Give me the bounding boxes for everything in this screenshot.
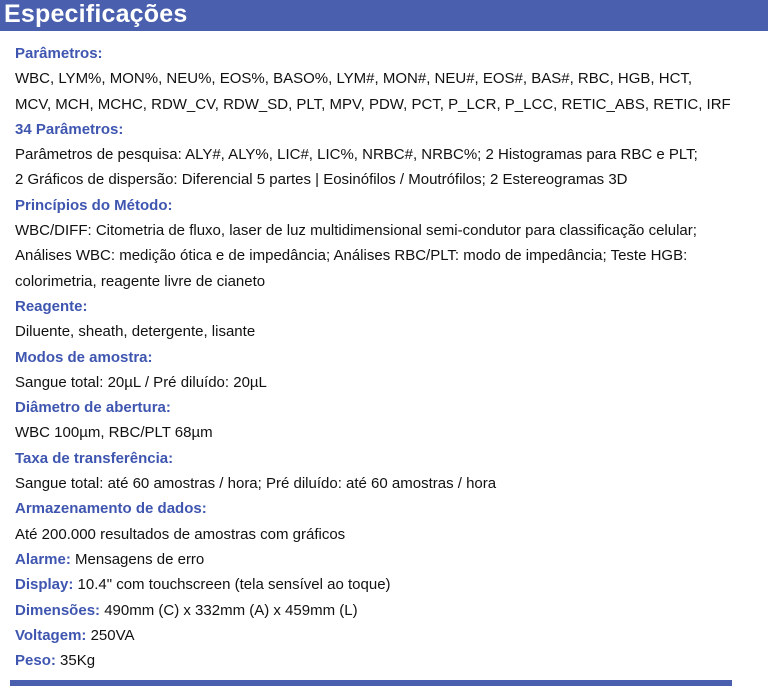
header-bar	[0, 0, 768, 31]
spec-line: Análises WBC: medição ótica e de impedância; Análises RBC/PLT: modo de impedância; Teste HGB:	[15, 247, 688, 265]
section-label: Reagente:	[15, 297, 88, 315]
spec-line: Diluente, sheath, detergente, lisante	[15, 323, 256, 341]
spec-line: Sangue total: até 60 amostras / hora; Pré diluído: até 60 amostras / hora	[15, 475, 497, 493]
footer-divider	[10, 680, 732, 686]
spec-dimensoes	[15, 598, 765, 623]
spec-line: WBC, LYM%, MON%, NEU%, EOS%, BASO%, LYM#, MON#, NEU#, EOS#, BAS#, RBC, HGB, HCT,	[15, 70, 693, 88]
section-heading-taxa	[15, 446, 765, 471]
section-label: Modos de amostra:	[15, 348, 153, 366]
spec-display	[15, 572, 765, 597]
page-title: Especificações	[4, 0, 188, 28]
spec-value: 490mm (C) x 332mm (A) x 459mm (L)	[100, 601, 358, 619]
spec-peso	[15, 648, 765, 673]
spec-line: WBC/DIFF: Citometria de fluxo, laser de luz multidimensional semi-condutor para classificação celular;	[15, 222, 697, 240]
spec-label: Dimensões:	[15, 601, 101, 619]
section-heading-modos-amostra	[15, 345, 765, 370]
spec-voltagem	[15, 623, 765, 648]
spec-value: 250VA	[86, 626, 135, 644]
section-heading-reagente	[15, 294, 765, 319]
section-label: Taxa de transferência:	[15, 449, 174, 467]
section-label: 34 Parâmetros:	[15, 120, 124, 138]
spec-label: Voltagem:	[15, 626, 87, 644]
spec-content	[15, 41, 765, 673]
spec-value: 10.4" com touchscreen (tela sensível ao toque)	[73, 576, 391, 594]
spec-value: 35Kg	[55, 652, 96, 670]
section-label: Parâmetros:	[15, 45, 103, 62]
section-heading-principios	[15, 193, 765, 218]
spec-line: Até 200.000 resultados de amostras com gráficos	[15, 525, 346, 543]
spec-value: Mensagens de erro	[70, 550, 205, 568]
spec-line: MCV, MCH, MCHC, RDW_CV, RDW_SD, PLT, MPV, PDW, PCT, P_LCR, P_LCC, RETIC_ABS, RETIC, IRF	[15, 95, 731, 113]
section-heading-diametro	[15, 395, 765, 420]
spec-line: Sangue total: 20µL / Pré diluído: 20µL	[15, 373, 267, 391]
spec-line: WBC 100µm, RBC/PLT 68µm	[15, 424, 213, 442]
spec-label: Alarme:	[15, 550, 71, 568]
spec-label: Display:	[15, 576, 74, 594]
section-label: Armazenamento de dados:	[15, 500, 207, 518]
section-label: Diâmetro de abertura:	[15, 399, 171, 417]
section-heading-34-parametros	[15, 117, 765, 142]
section-heading-armazenamento	[15, 496, 765, 521]
spec-line: Parâmetros de pesquisa: ALY#, ALY%, LIC#, LIC%, NRBC#, NRBC%; 2 Histogramas para RBC e PLT;	[15, 146, 698, 164]
spec-line: 2 Gráficos de dispersão: Diferencial 5 partes | Eosinófilos / Moutrófilos; 2 Estereogramas 3D	[15, 171, 628, 189]
spec-alarme	[15, 547, 765, 572]
section-heading-parametros	[15, 41, 765, 66]
section-label: Princípios do Método:	[15, 196, 173, 214]
spec-label: Peso:	[15, 652, 56, 670]
spec-line: colorimetria, reagente livre de cianeto	[15, 272, 266, 290]
